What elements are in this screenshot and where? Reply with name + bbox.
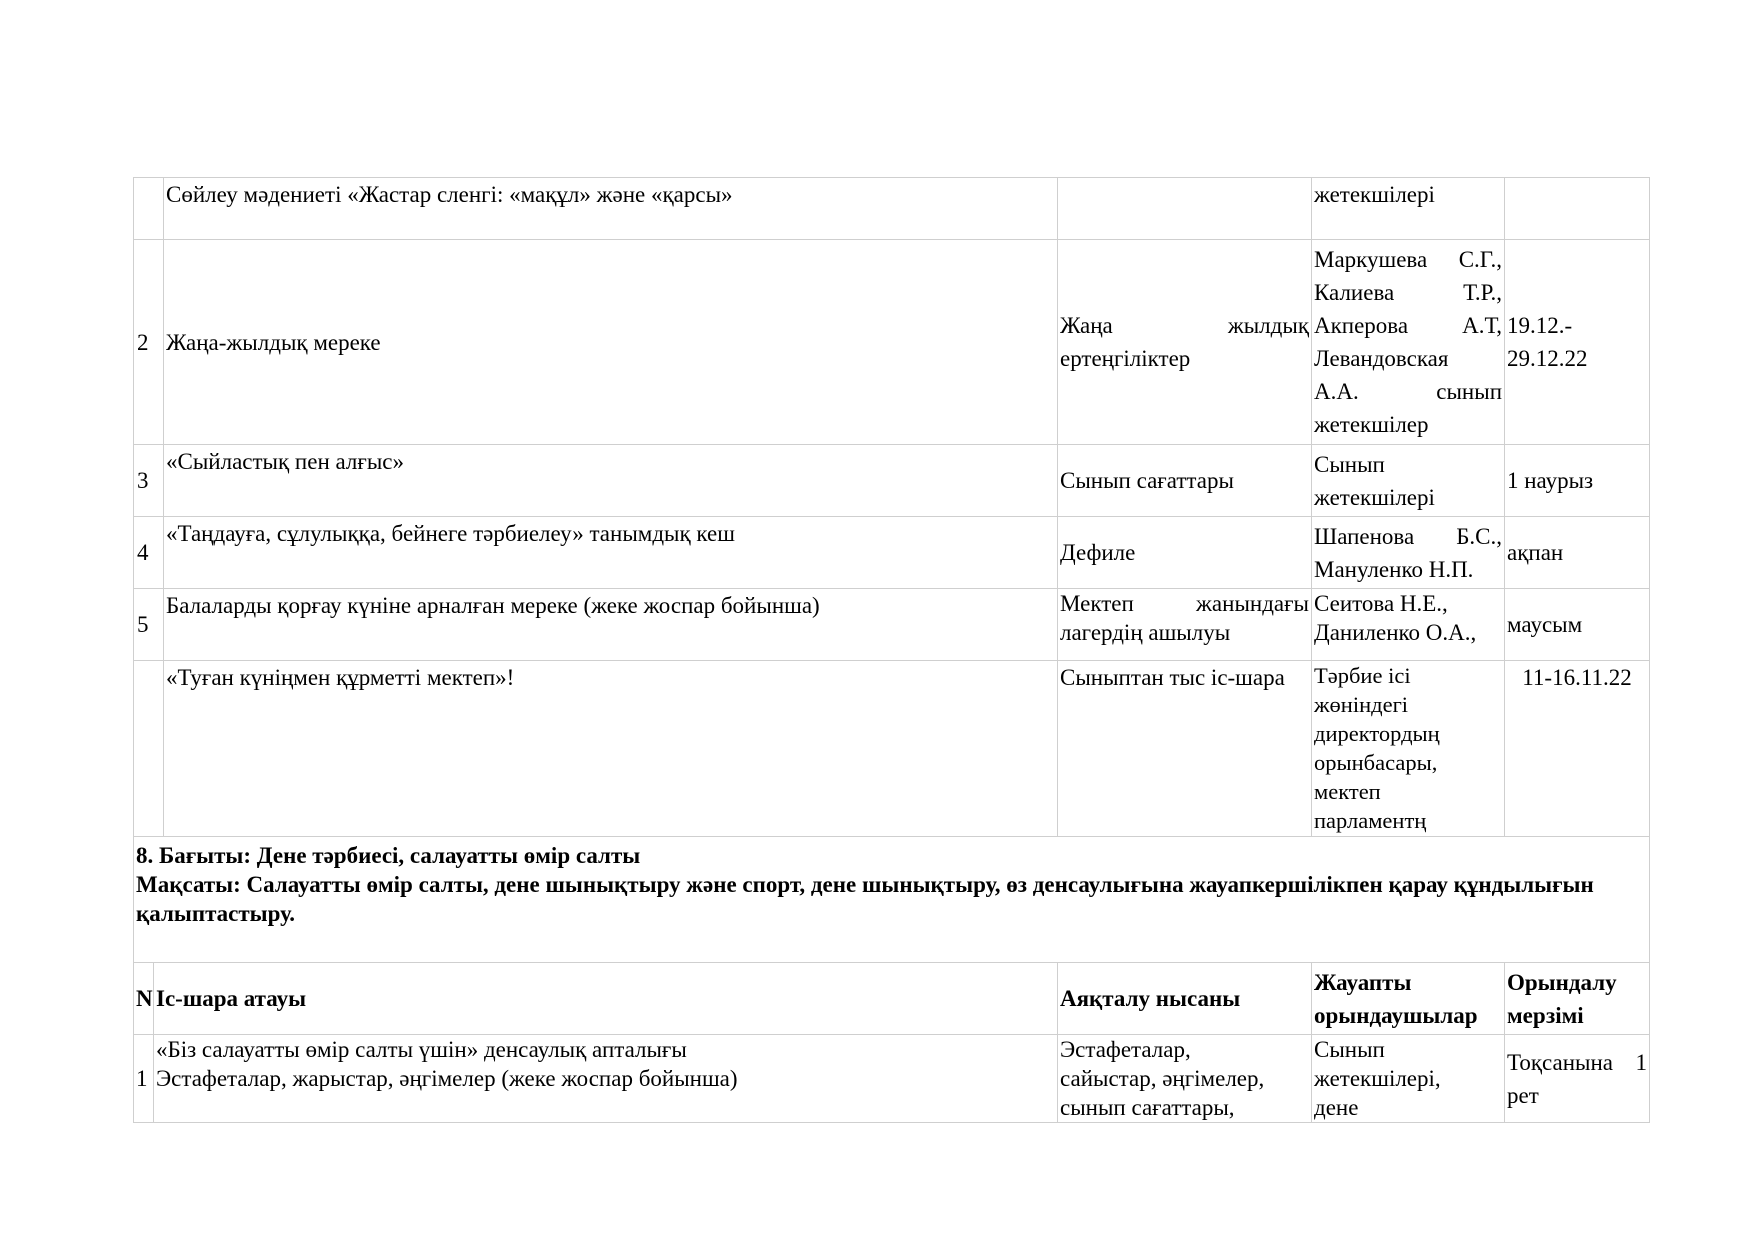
table-row (134, 517, 1650, 589)
event-name: Жаңа-жылдық мереке (164, 240, 1058, 445)
deadline: 1 наурыз (1505, 445, 1650, 517)
section-direction: 8. Бағыты: Дене тәрбиесі, салауатты өмір салты (136, 843, 641, 868)
table-row (134, 1035, 1650, 1123)
deadline (1505, 178, 1650, 240)
deadline: 19.12.- 29.12.22 (1505, 240, 1650, 445)
event-name: «Біз салауатты өмір салты үшін» денсаулық апталығы Эстафеталар, жарыстар, әңгімелер (жеке жоспар бойынша) (154, 1035, 1058, 1123)
row-number: 4 (134, 517, 164, 589)
deadline: ақпан (1505, 517, 1650, 589)
completion-form: Сынып сағаттары (1058, 445, 1312, 517)
deadline: маусым (1505, 589, 1650, 661)
row-number: 1 (134, 1035, 154, 1123)
row-number (134, 178, 164, 240)
completion-form: Мектеп жанындағы лагердің ашылуы (1058, 589, 1312, 661)
table-row (134, 240, 1650, 445)
completion-form: Эстафеталар, сайыстар, әңгімелер, сынып сағаттары, (1058, 1035, 1312, 1123)
completion-form (1058, 178, 1312, 240)
event-name: Сөйлеу мәдениеті «Жастар сленгі: «мақұл» және «қарсы» (164, 178, 1058, 240)
completion-form: Дефиле (1058, 517, 1312, 589)
section-heading (134, 837, 1650, 963)
row-number (134, 661, 164, 837)
table-row (134, 661, 1650, 837)
section-heading-row (134, 837, 1650, 963)
event-name: Балаларды қорғау күніне арналған мереке (жеке жоспар бойынша) (164, 589, 1058, 661)
table-row (134, 178, 1650, 240)
table-row (134, 445, 1650, 517)
row-number: 5 (134, 589, 164, 661)
table-row (134, 589, 1650, 661)
responsible: Шапенова Б.С., Мануленко Н.П. (1312, 517, 1505, 589)
header-deadline: Орындалу мерзімі (1505, 963, 1650, 1035)
completion-form: Сыныптан тыс іс-шара (1058, 661, 1312, 837)
responsible: Сынып жетекшілері, дене (1312, 1035, 1505, 1123)
header-event-name: Іс-шара атауы (154, 963, 1058, 1035)
responsible: Сынып жетекшілері (1312, 445, 1505, 517)
events-table (133, 177, 1650, 963)
header-completion-form: Аяқталу нысаны (1058, 963, 1312, 1035)
table-header-row (134, 963, 1650, 1035)
document-page (133, 177, 1649, 1123)
header-number: N (134, 963, 154, 1035)
event-name: «Туған күніңмен құрметті мектеп»! (164, 661, 1058, 837)
completion-form: Жаңа жылдық ертеңгіліктер (1058, 240, 1312, 445)
responsible: Сеитова Н.Е., Даниленко О.А., (1312, 589, 1505, 661)
event-name: «Сыйластық пен алғыс» (164, 445, 1058, 517)
deadline: Тоқсанына 1 рет (1505, 1035, 1650, 1123)
deadline: 11-16.11.22 (1505, 661, 1650, 837)
responsible: Маркушева С.Г., Калиева Т.Р., Акперова А.Т, Левандовская А.А. сынып жетекшілер (1312, 240, 1505, 445)
section-goal: Мақсаты: Салауатты өмір салты, дене шынықтыру және спорт, дене шынықтыру, өз денсаулығына жауапкершілікпен қарау құндылығын қалыптастыру. (136, 872, 1594, 926)
row-number: 3 (134, 445, 164, 517)
row-number: 2 (134, 240, 164, 445)
responsible: Тәрбие ісі жөніндегі директордың орынбасары, мектеп парламентң (1312, 661, 1505, 837)
health-events-table (133, 962, 1650, 1123)
header-responsible: Жауапты орындаушылар (1312, 963, 1505, 1035)
responsible: жетекшілері (1312, 178, 1505, 240)
event-name: «Таңдауға, сұлулыққа, бейнеге тәрбиелеу» танымдық кеш (164, 517, 1058, 589)
